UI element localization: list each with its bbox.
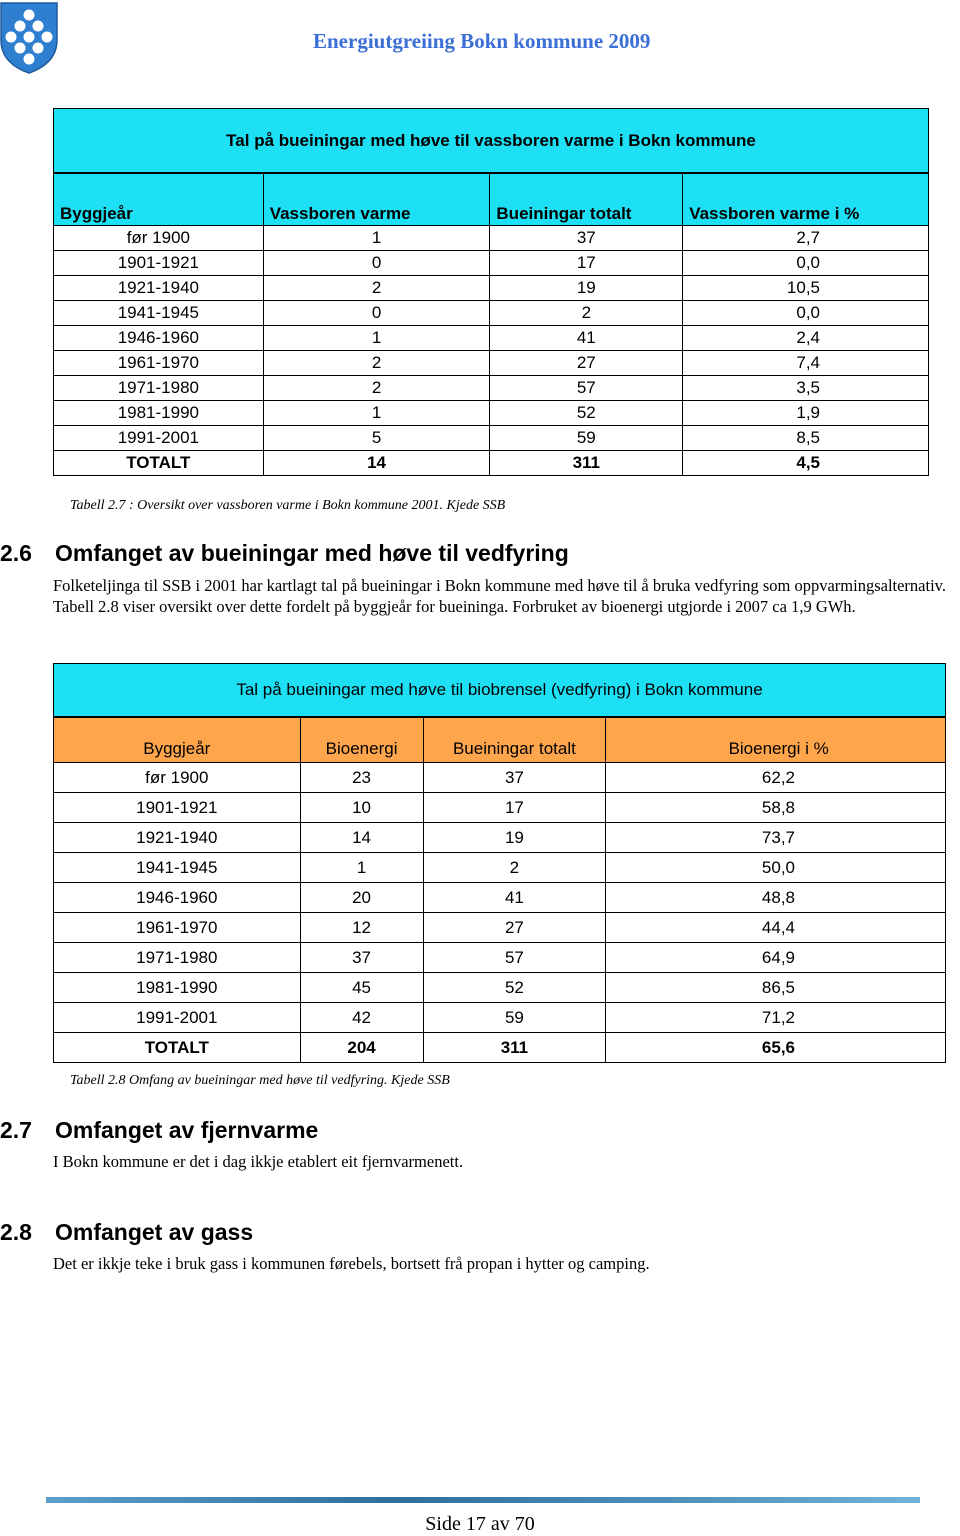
table-cell: 19 xyxy=(423,823,606,853)
column-header: Bueiningar totalt xyxy=(423,718,606,763)
table-cell: før 1900 xyxy=(54,763,301,793)
table-cell: 27 xyxy=(423,913,606,943)
biofuel-table xyxy=(53,663,946,1063)
table-cell: 14 xyxy=(263,451,490,476)
table-cell: 7,4 xyxy=(683,351,929,376)
table-cell: 27 xyxy=(490,351,683,376)
table-cell: 44,4 xyxy=(606,913,946,943)
section-number: 2.8 xyxy=(0,1219,32,1245)
table-cell: 1961-1970 xyxy=(54,913,301,943)
table-cell: 52 xyxy=(423,973,606,1003)
table-cell: 52 xyxy=(490,401,683,426)
water-heating-table xyxy=(53,108,929,476)
table-cell: 42 xyxy=(300,1003,423,1033)
table-cell: 1921-1940 xyxy=(54,823,301,853)
table-cell: 0 xyxy=(263,251,490,276)
table-cell: 17 xyxy=(423,793,606,823)
table-cell: 3,5 xyxy=(683,376,929,401)
section-title: Omfanget av bueiningar med høve til vedfyring xyxy=(55,540,569,566)
table-row xyxy=(54,853,946,883)
table-cell: 41 xyxy=(490,326,683,351)
table-cell: 59 xyxy=(490,426,683,451)
table-cell: 311 xyxy=(490,451,683,476)
table-cell: 1941-1945 xyxy=(54,853,301,883)
table-row xyxy=(54,943,946,973)
table-cell: 86,5 xyxy=(606,973,946,1003)
table-row xyxy=(54,351,929,376)
table-cell: 12 xyxy=(300,913,423,943)
table-row xyxy=(54,426,929,451)
section-title: Omfanget av gass xyxy=(55,1219,254,1245)
table-cell: 45 xyxy=(300,973,423,1003)
footer-divider xyxy=(46,1497,920,1503)
document-header-title: Energiutgreiing Bokn kommune 2009 xyxy=(313,29,651,53)
table-cell: 1961-1970 xyxy=(54,351,264,376)
table-cell: 2,4 xyxy=(683,326,929,351)
table-cell: 50,0 xyxy=(606,853,946,883)
table-row xyxy=(54,276,929,301)
table-row xyxy=(54,326,929,351)
table-cell: 62,2 xyxy=(606,763,946,793)
table-cell: 48,8 xyxy=(606,883,946,913)
table-cell: 37 xyxy=(490,226,683,251)
table-title: Tal på bueiningar med høve til biobrensel (vedfyring) i Bokn kommune xyxy=(53,663,946,717)
section-paragraph: Folketeljinga til SSB i 2001 har kartlagt tal på bueiningar i Bokn kommune med høve til å bruka vedfyring som oppvarmingsalternativ. Tabell 2.8 viser oversikt over dette fordelt på byggjeår for bueininga. Forbruket av bioenergi utgjorde i 2007 ca 1,9 GWh. xyxy=(53,576,946,616)
table-cell: 0,0 xyxy=(683,301,929,326)
column-header: Bioenergi xyxy=(300,718,423,763)
column-header: Vassboren varme i % xyxy=(683,174,929,226)
table-row xyxy=(54,301,929,326)
table-cell: 59 xyxy=(423,1003,606,1033)
table-cell: 311 xyxy=(423,1033,606,1063)
table-caption: Tabell 2.8 Omfang av bueiningar med høve til vedfyring. Kjede SSB xyxy=(70,1073,450,1088)
page-number: Side 17 av 70 xyxy=(425,1513,535,1535)
table-caption: Tabell 2.7 : Oversikt over vassboren varme i Bokn kommune 2001. Kjede SSB xyxy=(70,498,506,513)
table-cell: 41 xyxy=(423,883,606,913)
table-row xyxy=(54,913,946,943)
table-cell: 1946-1960 xyxy=(54,326,264,351)
table-cell: 73,7 xyxy=(606,823,946,853)
table-cell: 2 xyxy=(263,351,490,376)
table-cell: 10 xyxy=(300,793,423,823)
table-cell: 19 xyxy=(490,276,683,301)
column-header: Vassboren varme xyxy=(263,174,490,226)
table-cell: 1901-1921 xyxy=(54,793,301,823)
section-paragraph: I Bokn kommune er det i dag ikkje etablert eit fjernvarmenett. xyxy=(53,1152,464,1171)
table-cell: 1981-1990 xyxy=(54,973,301,1003)
table-cell: før 1900 xyxy=(54,226,264,251)
table-row xyxy=(54,763,946,793)
table-cell: 20 xyxy=(300,883,423,913)
table-row xyxy=(54,451,929,476)
table-cell: 10,5 xyxy=(683,276,929,301)
table-row xyxy=(54,1003,946,1033)
table-row xyxy=(54,376,929,401)
table-row xyxy=(54,251,929,276)
section-number: 2.6 xyxy=(0,540,32,566)
table-row xyxy=(54,226,929,251)
table-cell: 2 xyxy=(263,276,490,301)
table-row xyxy=(54,883,946,913)
table-cell: 1 xyxy=(263,326,490,351)
table-cell: 1921-1940 xyxy=(54,276,264,301)
table-cell: 1991-2001 xyxy=(54,1003,301,1033)
table-cell: 37 xyxy=(423,763,606,793)
table-row xyxy=(54,401,929,426)
section-heading xyxy=(0,540,569,567)
table-cell: 23 xyxy=(300,763,423,793)
column-header: Byggjeår xyxy=(54,174,264,226)
table-cell: 1971-1980 xyxy=(54,376,264,401)
table-header-row xyxy=(54,174,929,226)
table-cell: 204 xyxy=(300,1033,423,1063)
table-cell: 1991-2001 xyxy=(54,426,264,451)
section-heading xyxy=(0,1219,253,1246)
column-header: Bueiningar totalt xyxy=(490,174,683,226)
table-title: Tal på bueiningar med høve til vassboren varme i Bokn kommune xyxy=(53,108,929,173)
table-cell: 8,5 xyxy=(683,426,929,451)
municipality-coat-of-arms xyxy=(0,2,58,74)
table-cell: 1 xyxy=(300,853,423,883)
table-cell: 2,7 xyxy=(683,226,929,251)
table-cell: 2 xyxy=(263,376,490,401)
table-cell: 0 xyxy=(263,301,490,326)
table-cell: 4,5 xyxy=(683,451,929,476)
table-cell: 14 xyxy=(300,823,423,853)
table-cell: TOTALT xyxy=(54,1033,301,1063)
section-heading xyxy=(0,1117,318,1144)
table-cell: 1946-1960 xyxy=(54,883,301,913)
table-cell: 1901-1921 xyxy=(54,251,264,276)
table-cell: 37 xyxy=(300,943,423,973)
table-row xyxy=(54,793,946,823)
table-header-row xyxy=(54,718,946,763)
section-paragraph: Det er ikkje teke i bruk gass i kommunen førebels, bortsett frå propan i hytter og camping. xyxy=(53,1254,650,1273)
table-cell: 0,0 xyxy=(683,251,929,276)
table-row xyxy=(54,1033,946,1063)
section-title: Omfanget av fjernvarme xyxy=(55,1117,319,1143)
table-cell: 57 xyxy=(490,376,683,401)
table-cell: 2 xyxy=(423,853,606,883)
table-cell: 2 xyxy=(490,301,683,326)
table-cell: 1,9 xyxy=(683,401,929,426)
table-cell: 71,2 xyxy=(606,1003,946,1033)
table-cell: 1971-1980 xyxy=(54,943,301,973)
table-cell: 1941-1945 xyxy=(54,301,264,326)
table-cell: 58,8 xyxy=(606,793,946,823)
table-cell: TOTALT xyxy=(54,451,264,476)
table-row xyxy=(54,823,946,853)
section-number: 2.7 xyxy=(0,1117,32,1143)
table-row xyxy=(54,973,946,1003)
table-cell: 65,6 xyxy=(606,1033,946,1063)
table-cell: 57 xyxy=(423,943,606,973)
table-cell: 17 xyxy=(490,251,683,276)
table-cell: 1981-1990 xyxy=(54,401,264,426)
table-cell: 1 xyxy=(263,401,490,426)
table-cell: 64,9 xyxy=(606,943,946,973)
table-cell: 5 xyxy=(263,426,490,451)
table-cell: 1 xyxy=(263,226,490,251)
column-header: Byggjeår xyxy=(54,718,301,763)
column-header: Bioenergi i % xyxy=(606,718,946,763)
